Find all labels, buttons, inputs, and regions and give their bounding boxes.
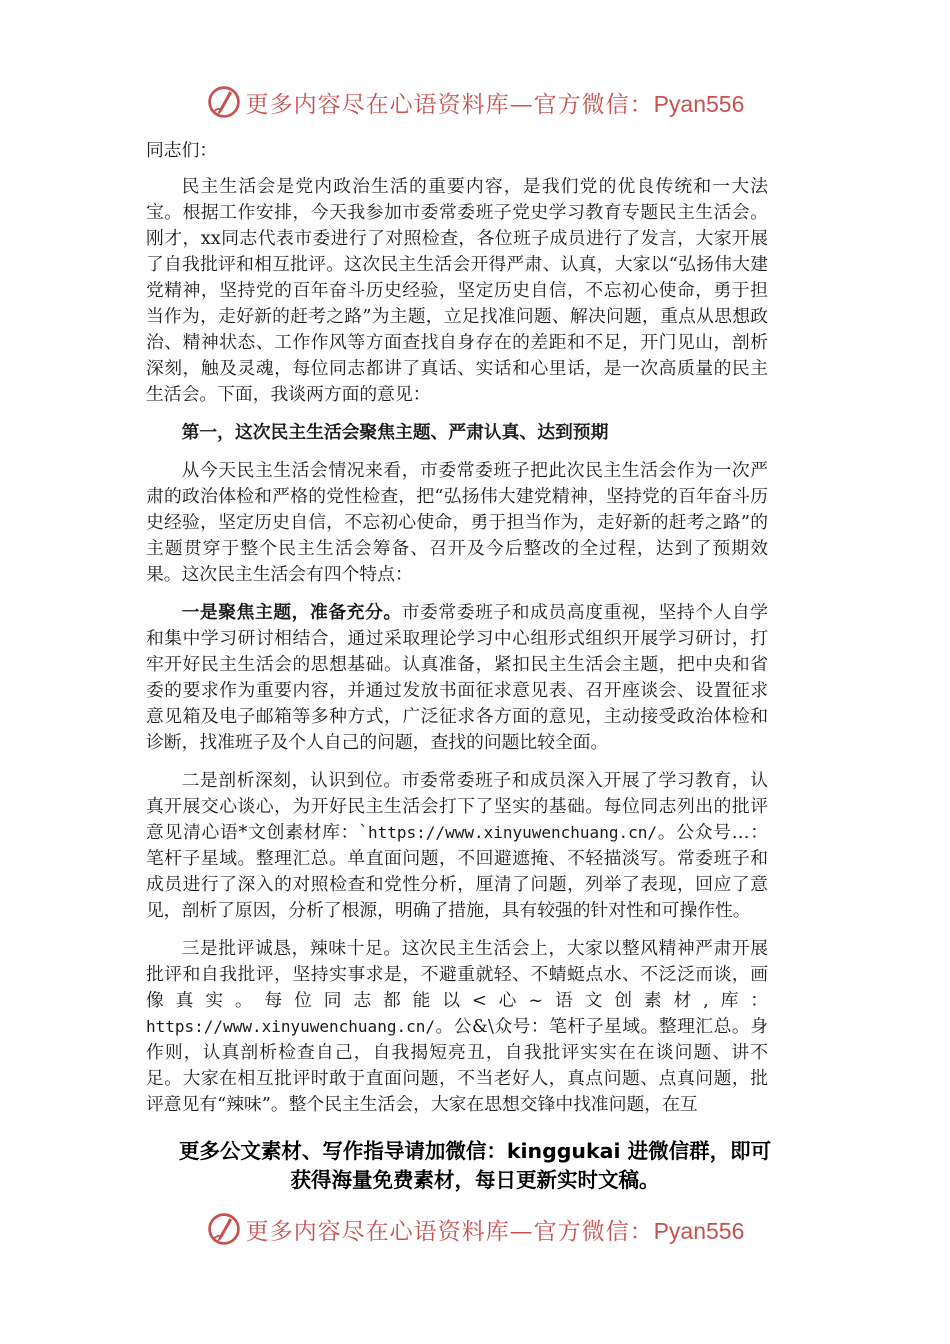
salutation: 同志们： [146,140,218,161]
promo-line-2: 获得海量免费素材，每日更新实时文稿。 [290,1168,660,1192]
banner-label: 更多内容尽在心语资料库—官方微信： [245,91,654,118]
point-2-text-b: 。公众号…：笔杆子星域。整理汇总。单直面问题，不回避遮掩、不轻描淡写。常委班子和成员进行了深入的对照检查和党性分析，厘清了问题，列举了表现，回应了意见，剖析了原因，分析了根源，明确了措施，具有较强的针对性和可操作性。 [146,822,768,921]
paragraph-overview: 从今天民主生活会情况来看，市委常委班子把此次民主生活会作为一次严肃的政治体检和严格的党性检查，把“弘扬伟大建党精神，坚持党的百年奋斗历史经验，坚定历史自信，不忘初心使命，勇于担当作为，走好新的赶考之路”的主题贯穿于整个民主生活会筹备、召开及今后整改的全过程，达到了预期效果。这次民主生活会有四个特点： [146,460,768,585]
promo-line-1: 更多公文素材、写作指导请加微信：kinggukai 进微信群，即可 [178,1139,772,1163]
point-3-url: https://www.xinyuwenchuang.cn/ [146,1017,435,1036]
paragraph-point-3-clip [146,936,768,1118]
footer-banner [0,1209,950,1249]
banner-text [246,1213,745,1246]
point-1-lead: 一是聚焦主题，准备充分。 [181,602,402,623]
document-body [146,138,768,1118]
point-2-text-a: 二是剖析深刻，认识到位。市委常委班子和成员深入开展了学习教育，认真开展交心谈心，为开好民主生活会打下了坚实的基础。每位同志列出的批评意见清心语*文创素材库：` [146,770,768,843]
pen-logo-icon [206,1211,242,1247]
promo-notice [120,1137,830,1195]
banner-text [246,86,745,119]
point-1-body: 市委常委班子和成员高度重视，坚持个人自学和集中学习研讨相结合，通过采取理论学习中心组形式组织开展学习研讨，打牢开好民主生活会的思想基础。认真准备，紧扣民主生活会主题，把中央和省委的要求作为重要内容，并通过发放书面征求意见表、召开座谈会、设置征求意见箱及电子邮箱等多种方式，广泛征求各方面的意见，主动接受政治体检和诊断，找准班子及个人自己的问题，查找的问题比较全面。 [146,602,768,753]
banner-label: 更多内容尽在心语资料库—官方微信： [245,1218,654,1245]
section-heading-1: 第一，这次民主生活会聚焦主题、严肃认真、达到预期 [181,422,609,443]
paragraph-point-2 [146,768,768,924]
paragraph-intro: 民主生活会是党内政治生活的重要内容，是我们党的优良传统和一大法宝。根据工作安排，今天我参加市委常委班子党史学习教育专题民主生活会。刚才，xx同志代表市委进行了对照检查，各位班子成员进行了发言，大家开展了自我批评和相互批评。这次民主生活会开得严肃、认真，大家以“弘扬伟大建党精神，坚持党的百年奋斗历史经验，坚定历史自信，不忘初心使命，勇于担当作为，走好新的赶考之路”为主题，立足找准问题、解决问题，重点从思想政治、精神状态、工作作风等方面查找自身存在的差距和不足，开门见山，剖析深刻，触及灵魂，每位同志都讲了真话、实话和心里话，是一次高质量的民主生活会。下面，我谈两方面的意见： [146,176,768,405]
point-2-url: https://www.xinyuwenchuang.cn/ [368,823,657,842]
paragraph-point-1 [146,600,768,756]
banner-wechat-id: Pyan556 [653,90,745,117]
header-banner [0,82,950,122]
pen-logo-icon [206,84,242,120]
point-3-text-a: 三是批评诚恳，辣味十足。这次民主生活会上，大家以整风精神严肃开展批评和自我批评，坚持实事求是，不避重就轻、不蜻蜓点水、不泛泛而谈，画像真实。每位同志都能以<心~语文创素材,库： [146,938,768,1011]
paragraph-point-3 [146,936,768,1118]
banner-wechat-id: Pyan556 [653,1217,745,1244]
point-3-text-b: 。公&\众号：笔杆子星域。整理汇总。身作则，认真剖析检查自己，自我揭短亮丑，自我批评实实在在谈问题、讲不足。大家在相互批评时敢于直面问题，不当老好人，真点问题、点真问题，批评意见有“辣味”。整个民主生活会，大家在思想交锋中找准问题，在互 [146,1016,768,1115]
